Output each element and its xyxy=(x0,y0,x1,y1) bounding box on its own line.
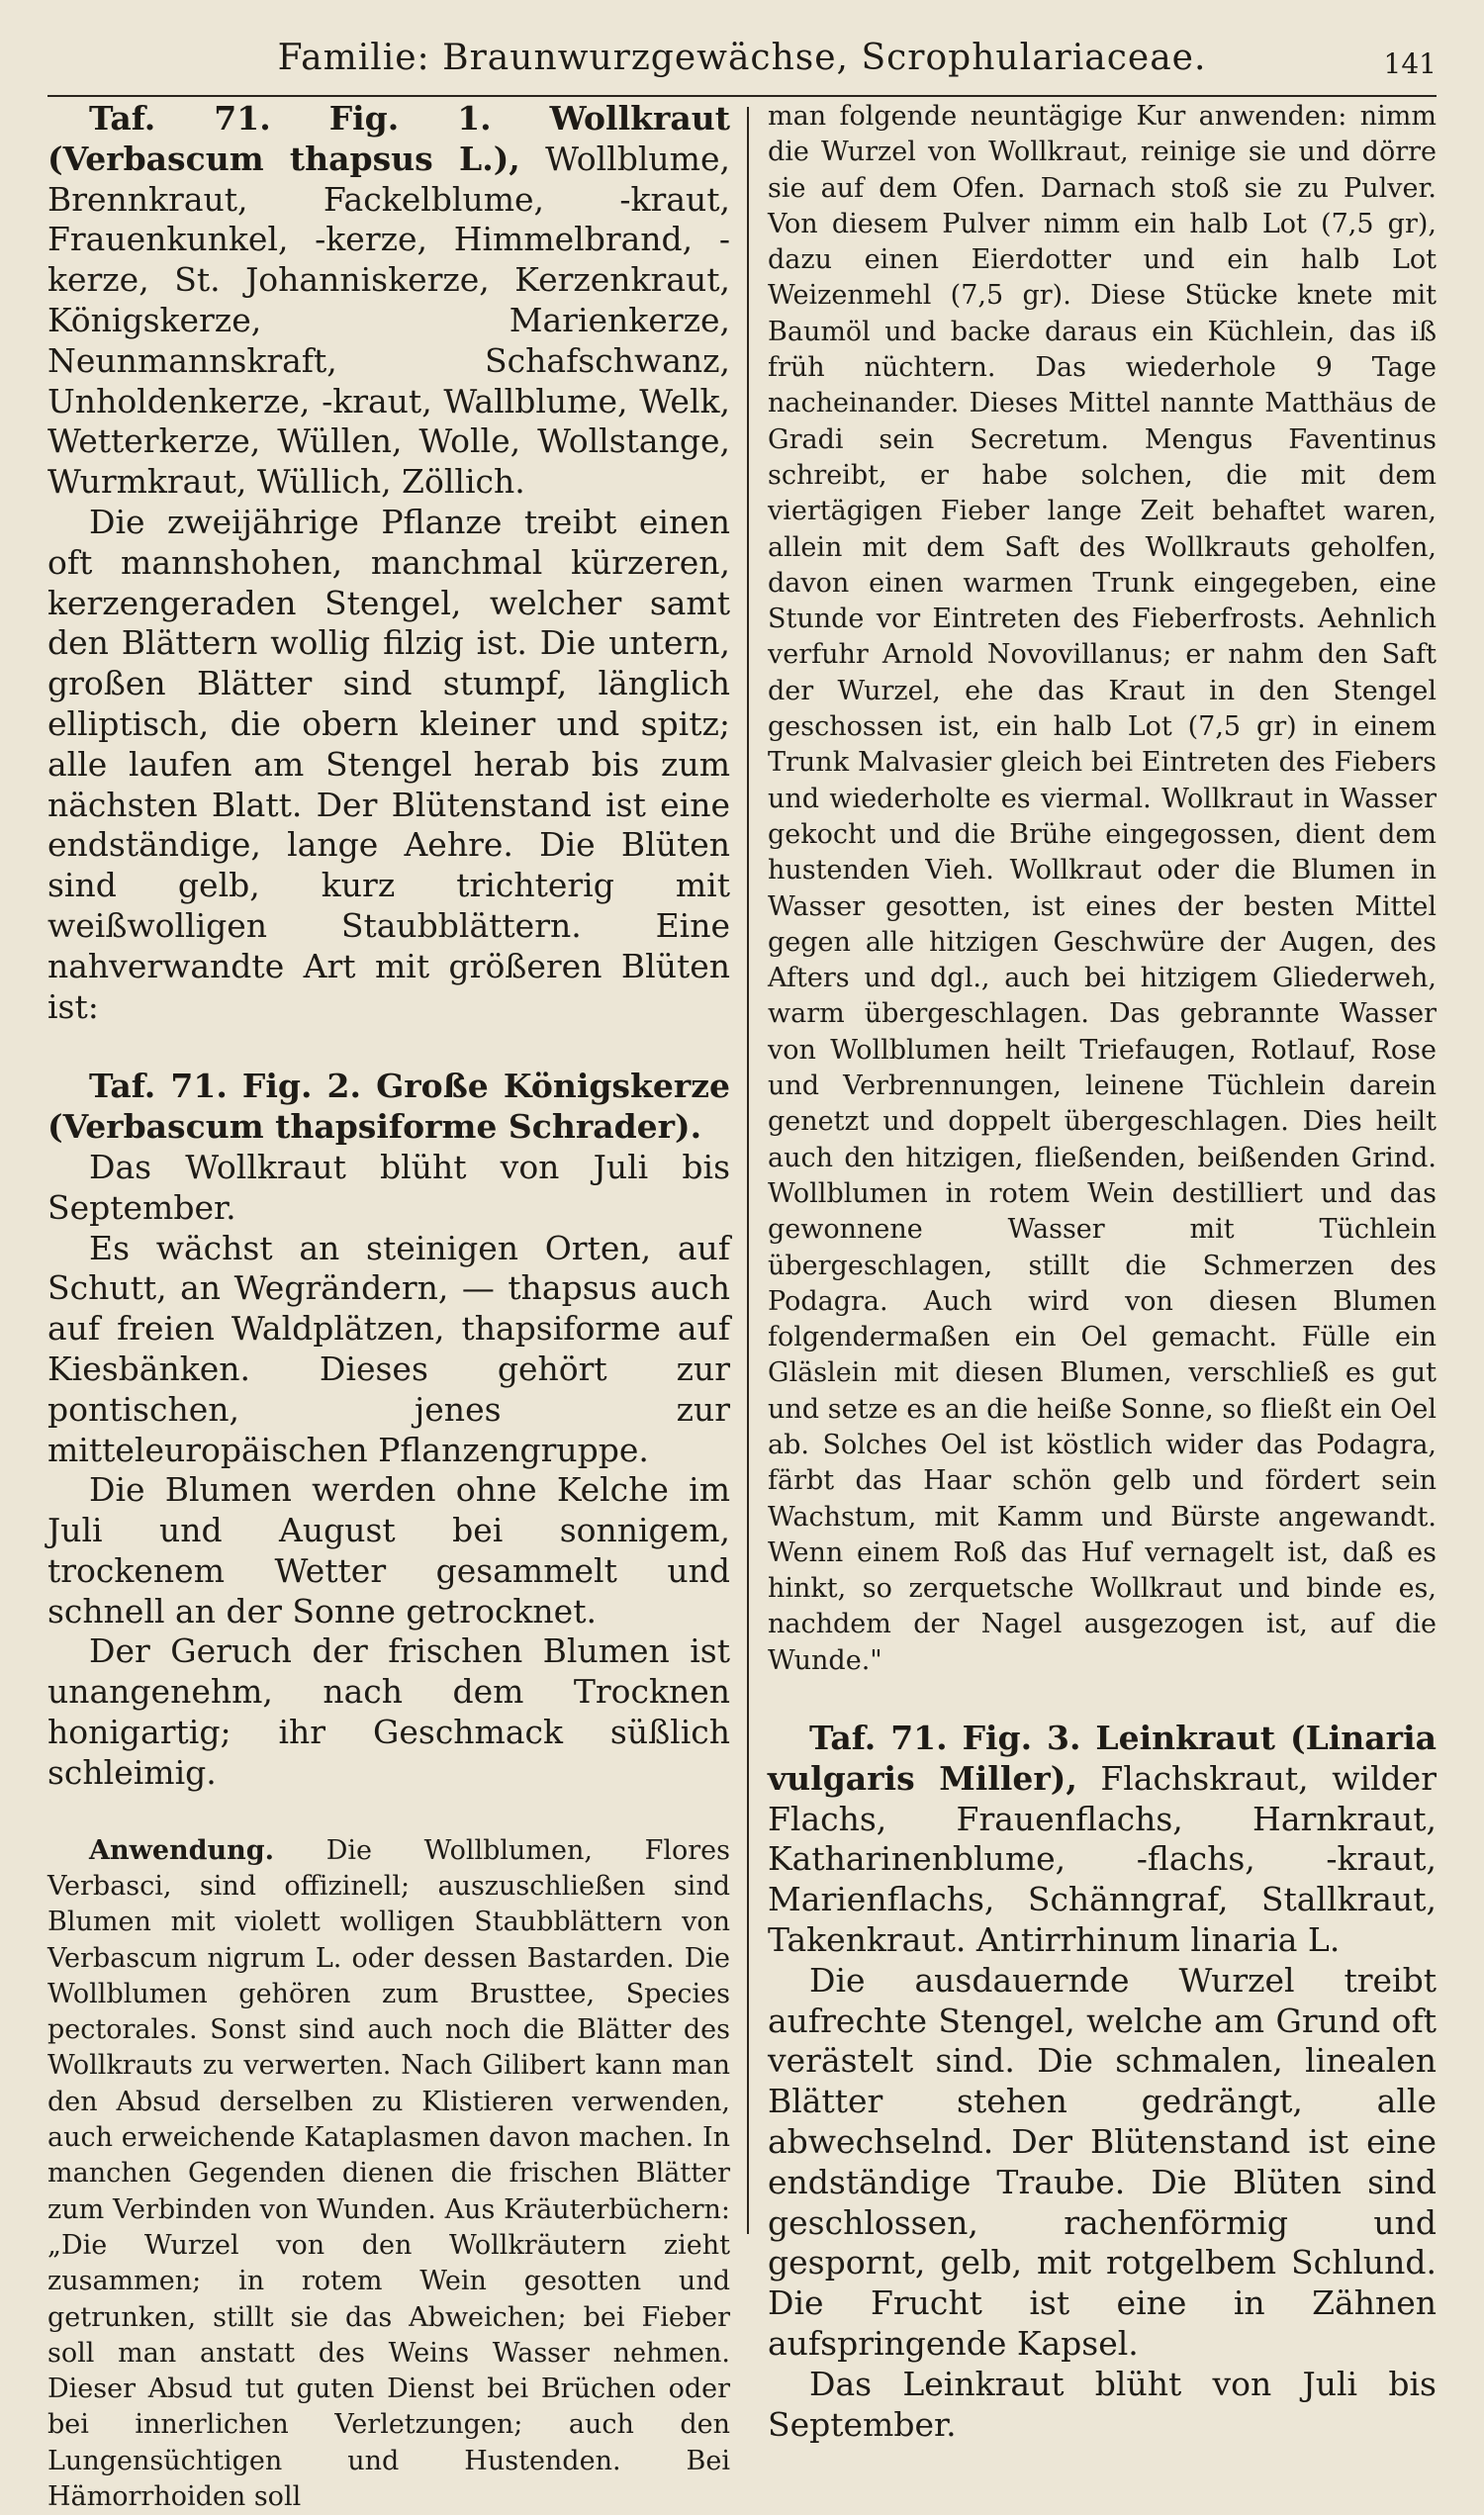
paragraph-harvest: Die Blumen werden ohne Kelche im Juli und August bei sonnigem, trockenem Wetter gesammelt und schnell an der Sonne getrocknet. xyxy=(47,1470,730,1630)
application-continued xyxy=(768,99,1437,1679)
column-divider xyxy=(747,107,749,2234)
application-section xyxy=(47,1833,730,2515)
entry-verbascum-thapsus xyxy=(47,99,730,503)
paragraph-smell-taste: Der Geruch der frischen Blumen ist unangenehm, nach dem Trocknen honigartig; ihr Geschmack süßlich schleimig. xyxy=(47,1631,730,1792)
paragraph-description: Die zweijährige Pflanze treibt einen oft mannshohen, manchmal kürzeren, kerzengeraden Stengel, welcher samt den Blättern wollig filzig ist. Die untern, großen Blätter sind stumpf, länglich elliptisch, die obern kleiner und spitz; alle laufen am Stengel herab bis zum nächsten Blatt. Der Blütenstand ist eine endständige, lange Aehre. Die Blüten sind gelb, kurz trichterig mit weißwolligen Staubblättern. Eine nahverwandte Art mit größeren Blüten ist: xyxy=(47,502,730,1026)
running-header xyxy=(0,38,1484,97)
entry-verbascum-thapsiforme: Taf. 71. Fig. 2. Große Königskerze (Verbascum thapsiforme Schrader). xyxy=(47,1067,730,1147)
entry-heading-linaria: Taf. 71. Fig. 3. Leinkraut (Linaria vulgaris Miller), xyxy=(768,1719,1437,1798)
application-text: Die Wollblumen, Flores Verbasci, sind offizinell; auszuschließen sind Blumen mit violett wolligen Staubblättern von Verbascum nigrum L. oder dessen Bastarden. Die Wollblumen gehören zum Brusttee, Species pectorales. Sonst sind auch noch die Blätter des Wollkrauts zu verwerten. Nach Gilibert kann man den Absud derselben zu Klistieren verwenden, auch erweichende Kataplasmen davon machen. In manchen Gegenden dienen die frischen Blätter zum Verbinden von Wunden. Aus Kräuterbüchern: „Die Wurzel von den Wollkräutern zieht zusammen; in rotem Wein gesotten und getrunken, stillt sie das Abweichen; bei Fieber soll man anstatt des Weins Wasser nehmen. Dieser Absud tut guten Dienst bei Brüchen oder bei innerlichen Verletzungen; auch den Lungensüchtigen und Hustenden. Bei Hämorrhoiden soll xyxy=(47,1834,730,2513)
entry-heading: Taf. 71. Fig. 1. Wollkraut (Verbascum thapsus L.), xyxy=(47,99,730,178)
paragraph-flowering: Das Wollkraut blüht von Juli bis September. xyxy=(47,1147,730,1227)
page-header-title: Familie: Braunwurzgewächse, Scrophulariaceae. xyxy=(277,38,1207,78)
paragraph-continued: man folgende neuntägige Kur anwenden: nimm die Wurzel von Wollkraut, reinige sie und dörre sie auf dem Ofen. Darnach stoß sie zu Pulver. Von diesem Pulver nimm ein halb Lot (7,5 gr), dazu einen Eierdotter und ein halb Lot Weizenmehl (7,5 gr). Diese Stücke knete mit Baumöl und backe daraus ein Küchlein, das iß früh nüchtern. Das wiederhole 9 Tage nacheinander. Dieses Mittel nannte Matthäus de Gradi sein Secretum. Mengus Faventinus schreibt, er habe solchen, die mit dem viertägigen Fieber lange Zeit behaftet waren, allein mit dem Saft des Wollkrauts geholfen, davon einen warmen Trunk eingegeben, eine Stunde vor Eintreten des Fieberfrosts. Aehnlich verfuhr Arnold Novovillanus; er nahm den Saft der Wurzel, ehe das Kraut in den Stengel geschossen ist, ein halb Lot (7,5 gr) in einem Trunk Malvasier gleich bei Eintreten des Fiebers und wiederholte es viermal. Wollkraut in Wasser gekocht und die Brühe eingegossen, dient dem hustenden Vieh. Wollkraut oder die Blumen in Wasser gesotten, ist eines der besten Mittel gegen alle hitzigen Geschwüre der Augen, des Afters und dgl., auch bei hitzigem Gliederweh, warm übergeschlagen. Das gebrannte Wasser von Wollblumen heilt Triefaugen, Rotlauf, Rose und Verbrennungen, leinene Tüchlein darein genetzt und doppelt übergeschlagen. Dies heilt auch den hitzigen, fließenden, beißenden Grind. Wollblumen in rotem Wein destilliert und das gewonnene Wasser mit Tüchlein übergeschlagen, stillt die Schmerzen des Podagra. Auch wird von diesen Blumen folgendermaßen ein Oel gemacht. Fülle ein Gläslein mit diesen Blumen, verschließ es gut und setze es an die heiße Sonne, so fließt ein Oel ab. Solches Oel ist köstlich wider das Podagra, färbt das Haar schön gelb und fördert sein Wachstum, mit Kamm und Bürste angewandt. Wenn einem Roß das Huf vernagelt ist, daß es hinkt, so zerquetsche Wollkraut und binde es, nachdem der Nagel ausgezogen ist, auf die Wunde." xyxy=(768,101,1437,1676)
paragraph-linaria-description: Die ausdauernde Wurzel treibt aufrechte Stengel, welche am Grund oft verästelt sind. Die schmalen, linealen Blätter stehen gedrängt, alle abwechselnd. Der Blütenstand ist eine endständige Traube. Die Blüten sind geschlossen, rachenförmig und gespornt, gelb, mit rotgelbem Schlund. Die Frucht ist eine in Zähnen aufspringende Kapsel. xyxy=(768,1960,1437,2364)
paragraph-habitat: Es wächst an steinigen Orten, auf Schutt, an Wegrändern, — thapsus auch auf freien Waldplätzen, thapsiforme auf Kiesbänken. Dieses gehört zur pontischen, jenes zur mitteleuropäischen Pflanzengruppe. xyxy=(47,1228,730,1469)
left-column xyxy=(47,99,730,2513)
paragraph-linaria-flowering: Das Leinkraut blüht von Juli bis September. xyxy=(768,2364,1437,2444)
entry-synonyms-linaria: Flachskraut, wilder Flachs, Frauenflachs, Harnkraut, Katharinenblume, -flachs, -kraut, Marienflachs, Schänngraf, Stallkraut, Takenkraut. Antirrhinum linaria L. xyxy=(768,1758,1437,1960)
entry-synonyms: Wollblume, Brennkraut, Fackelblume, -kraut, Frauenkunkel, -kerze, Himmelbrand, -kerze, St. Johanniskerze, Kerzenkraut, Königskerze, Marienkerze, Neunmannskraft, Schafschwanz, Unholdenkerze, -kraut, Wallblume, Welk, Wetterkerze, Wüllen, Wolle, Wollstange, Wurmkraut, Wüllich, Zöllich. xyxy=(47,139,730,502)
entry-linaria-vulgaris xyxy=(768,1719,1437,1961)
header-rule xyxy=(47,95,1437,97)
page-number: 141 xyxy=(1383,47,1437,80)
application-label: Anwendung. xyxy=(89,1834,275,1866)
right-column xyxy=(768,99,1437,2444)
